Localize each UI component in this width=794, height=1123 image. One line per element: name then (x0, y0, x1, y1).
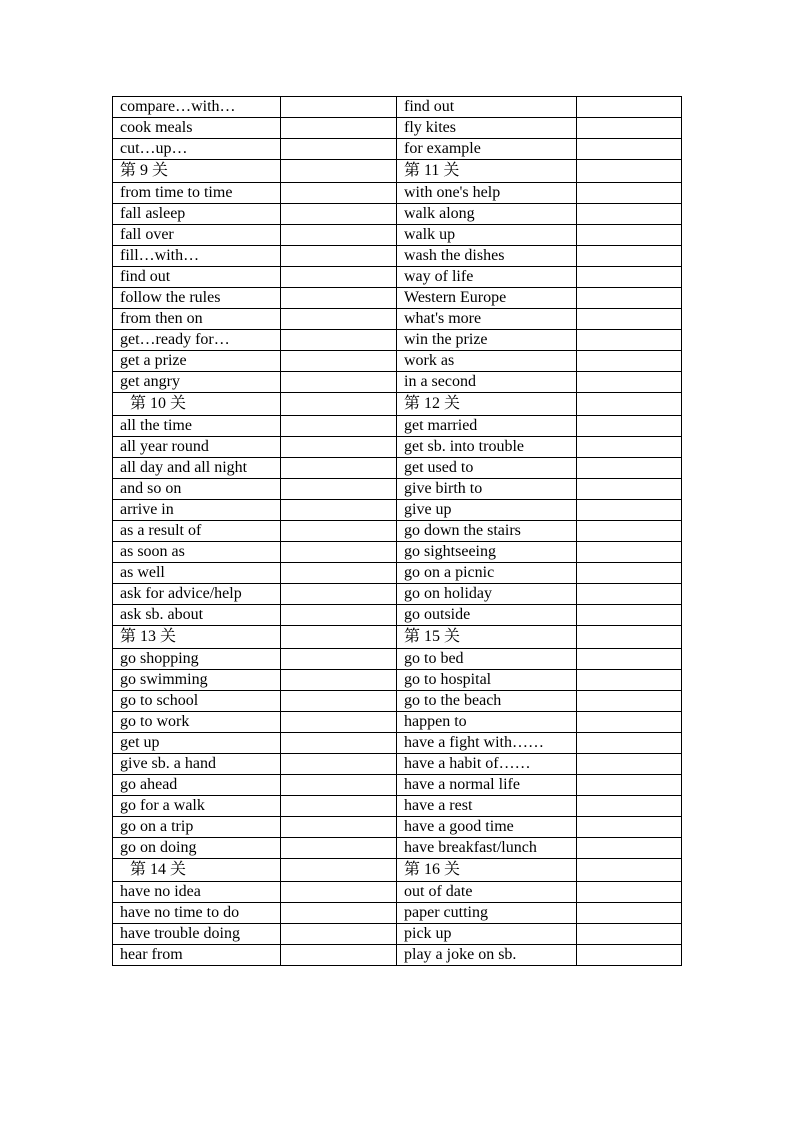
phrase-cell: for example (397, 139, 577, 160)
phrase-cell: find out (397, 97, 577, 118)
answer-blank-cell (577, 437, 682, 458)
answer-blank-cell (577, 118, 682, 139)
table-row (113, 584, 682, 605)
level-header-row (113, 160, 682, 183)
answer-blank-cell (577, 775, 682, 796)
level-label: 第 10 关 (113, 393, 281, 416)
answer-blank-cell (281, 542, 397, 563)
table-row (113, 882, 682, 903)
answer-blank-cell (577, 225, 682, 246)
answer-blank-cell (577, 733, 682, 754)
phrase-cell: have a rest (397, 796, 577, 817)
answer-blank-cell (281, 626, 397, 649)
phrase-cell: have a habit of…… (397, 754, 577, 775)
answer-blank-cell (577, 605, 682, 626)
phrase-cell: go for a walk (113, 796, 281, 817)
answer-blank-cell (281, 605, 397, 626)
table-row (113, 309, 682, 330)
answer-blank-cell (281, 372, 397, 393)
phrase-cell: find out (113, 267, 281, 288)
answer-blank-cell (577, 479, 682, 500)
phrase-cell: work as (397, 351, 577, 372)
answer-blank-cell (281, 139, 397, 160)
phrase-cell: paper cutting (397, 903, 577, 924)
answer-blank-cell (577, 204, 682, 225)
table-row (113, 838, 682, 859)
answer-blank-cell (577, 372, 682, 393)
phrase-cell: fly kites (397, 118, 577, 139)
answer-blank-cell (281, 204, 397, 225)
phrase-cell: go on holiday (397, 584, 577, 605)
answer-blank-cell (281, 246, 397, 267)
level-header-row (113, 393, 682, 416)
table-row (113, 118, 682, 139)
answer-blank-cell (577, 267, 682, 288)
phrase-cell: go shopping (113, 649, 281, 670)
answer-blank-cell (281, 838, 397, 859)
level-label: 第 11 关 (397, 160, 577, 183)
phrase-cell: get used to (397, 458, 577, 479)
table-row (113, 267, 682, 288)
phrase-cell: go on a picnic (397, 563, 577, 584)
answer-blank-cell (577, 670, 682, 691)
answer-blank-cell (281, 945, 397, 966)
answer-blank-cell (577, 945, 682, 966)
answer-blank-cell (281, 521, 397, 542)
phrase-cell: hear from (113, 945, 281, 966)
table-row (113, 458, 682, 479)
phrase-cell: have a good time (397, 817, 577, 838)
phrase-cell: happen to (397, 712, 577, 733)
answer-blank-cell (577, 584, 682, 605)
phrase-cell: follow the rules (113, 288, 281, 309)
answer-blank-cell (281, 500, 397, 521)
phrase-cell: go outside (397, 605, 577, 626)
answer-blank-cell (577, 309, 682, 330)
phrase-cell: have a normal life (397, 775, 577, 796)
answer-blank-cell (577, 882, 682, 903)
answer-blank-cell (577, 542, 682, 563)
answer-blank-cell (577, 288, 682, 309)
table-row (113, 817, 682, 838)
table-row (113, 479, 682, 500)
phrase-cell: fall over (113, 225, 281, 246)
phrase-cell: play a joke on sb. (397, 945, 577, 966)
phrase-cell: have trouble doing (113, 924, 281, 945)
phrase-cell: compare…with… (113, 97, 281, 118)
table-row (113, 563, 682, 584)
phrase-cell: with one's help (397, 183, 577, 204)
table-row (113, 97, 682, 118)
phrase-cell: from then on (113, 309, 281, 330)
phrase-cell: win the prize (397, 330, 577, 351)
phrase-cell: walk along (397, 204, 577, 225)
phrase-cell: go to work (113, 712, 281, 733)
level-header-row (113, 626, 682, 649)
phrase-cell: have no idea (113, 882, 281, 903)
phrase-cell: get sb. into trouble (397, 437, 577, 458)
table-row (113, 500, 682, 521)
phrase-cell: go swimming (113, 670, 281, 691)
answer-blank-cell (281, 712, 397, 733)
answer-blank-cell (281, 267, 397, 288)
answer-blank-cell (577, 97, 682, 118)
answer-blank-cell (577, 924, 682, 945)
table-row (113, 416, 682, 437)
phrase-cell: all day and all night (113, 458, 281, 479)
phrase-cell: cut…up… (113, 139, 281, 160)
phrase-cell: ask sb. about (113, 605, 281, 626)
table-row (113, 372, 682, 393)
phrase-cell: get married (397, 416, 577, 437)
answer-blank-cell (577, 521, 682, 542)
table-row (113, 670, 682, 691)
phrase-cell: fill…with… (113, 246, 281, 267)
phrase-cell: get…ready for… (113, 330, 281, 351)
phrase-cell: give up (397, 500, 577, 521)
answer-blank-cell (281, 691, 397, 712)
phrase-cell: have no time to do (113, 903, 281, 924)
answer-blank-cell (281, 330, 397, 351)
phrase-cell: as well (113, 563, 281, 584)
answer-blank-cell (281, 288, 397, 309)
phrase-cell: in a second (397, 372, 577, 393)
table-row (113, 796, 682, 817)
phrase-cell: walk up (397, 225, 577, 246)
level-label: 第 14 关 (113, 859, 281, 882)
answer-blank-cell (281, 563, 397, 584)
table-row (113, 754, 682, 775)
phrase-cell: cook meals (113, 118, 281, 139)
phrase-cell: go to the beach (397, 691, 577, 712)
answer-blank-cell (281, 437, 397, 458)
answer-blank-cell (281, 754, 397, 775)
phrase-cell: have breakfast/lunch (397, 838, 577, 859)
level-label: 第 16 关 (397, 859, 577, 882)
answer-blank-cell (577, 139, 682, 160)
phrase-cell: Western Europe (397, 288, 577, 309)
answer-blank-cell (281, 118, 397, 139)
answer-blank-cell (577, 712, 682, 733)
answer-blank-cell (281, 183, 397, 204)
table-row (113, 183, 682, 204)
answer-blank-cell (281, 97, 397, 118)
answer-blank-cell (281, 733, 397, 754)
phrase-cell: out of date (397, 882, 577, 903)
answer-blank-cell (577, 626, 682, 649)
answer-blank-cell (577, 649, 682, 670)
answer-blank-cell (577, 500, 682, 521)
level-label: 第 9 关 (113, 160, 281, 183)
answer-blank-cell (577, 458, 682, 479)
answer-blank-cell (281, 817, 397, 838)
answer-blank-cell (577, 160, 682, 183)
table-row (113, 945, 682, 966)
phrase-cell: get a prize (113, 351, 281, 372)
table-row (113, 903, 682, 924)
answer-blank-cell (577, 563, 682, 584)
phrase-table-body (113, 97, 682, 966)
table-row (113, 733, 682, 754)
phrase-cell: have a fight with…… (397, 733, 577, 754)
answer-blank-cell (281, 924, 397, 945)
table-row (113, 437, 682, 458)
table-row (113, 246, 682, 267)
answer-blank-cell (281, 649, 397, 670)
phrase-cell: from time to time (113, 183, 281, 204)
answer-blank-cell (577, 754, 682, 775)
phrase-cell: get up (113, 733, 281, 754)
answer-blank-cell (281, 351, 397, 372)
phrase-cell: go to school (113, 691, 281, 712)
table-row (113, 649, 682, 670)
answer-blank-cell (281, 393, 397, 416)
level-label: 第 12 关 (397, 393, 577, 416)
phrase-cell: as soon as (113, 542, 281, 563)
phrase-cell: what's more (397, 309, 577, 330)
answer-blank-cell (577, 330, 682, 351)
table-row (113, 605, 682, 626)
answer-blank-cell (281, 160, 397, 183)
answer-blank-cell (577, 691, 682, 712)
answer-blank-cell (577, 393, 682, 416)
phrase-cell: and so on (113, 479, 281, 500)
answer-blank-cell (577, 416, 682, 437)
answer-blank-cell (577, 817, 682, 838)
answer-blank-cell (577, 351, 682, 372)
phrase-cell: all year round (113, 437, 281, 458)
phrase-cell: wash the dishes (397, 246, 577, 267)
answer-blank-cell (281, 796, 397, 817)
phrase-cell: way of life (397, 267, 577, 288)
phrase-cell: go on a trip (113, 817, 281, 838)
phrase-table (112, 96, 682, 966)
answer-blank-cell (577, 903, 682, 924)
answer-blank-cell (577, 859, 682, 882)
phrase-cell: as a result of (113, 521, 281, 542)
answer-blank-cell (281, 479, 397, 500)
table-row (113, 330, 682, 351)
phrase-cell: arrive in (113, 500, 281, 521)
answer-blank-cell (281, 882, 397, 903)
phrase-cell: go ahead (113, 775, 281, 796)
phrase-cell: give birth to (397, 479, 577, 500)
phrase-cell: go down the stairs (397, 521, 577, 542)
level-header-row (113, 859, 682, 882)
phrase-cell: all the time (113, 416, 281, 437)
answer-blank-cell (281, 416, 397, 437)
phrase-cell: get angry (113, 372, 281, 393)
answer-blank-cell (577, 183, 682, 204)
answer-blank-cell (281, 584, 397, 605)
table-row (113, 775, 682, 796)
table-row (113, 139, 682, 160)
answer-blank-cell (577, 796, 682, 817)
phrase-cell: go to bed (397, 649, 577, 670)
phrase-cell: ask for advice/help (113, 584, 281, 605)
level-label: 第 13 关 (113, 626, 281, 649)
table-row (113, 204, 682, 225)
answer-blank-cell (281, 903, 397, 924)
answer-blank-cell (577, 246, 682, 267)
phrase-cell: fall asleep (113, 204, 281, 225)
answer-blank-cell (281, 859, 397, 882)
answer-blank-cell (281, 225, 397, 246)
phrase-cell: give sb. a hand (113, 754, 281, 775)
phrase-cell: pick up (397, 924, 577, 945)
answer-blank-cell (281, 309, 397, 330)
table-row (113, 521, 682, 542)
table-row (113, 542, 682, 563)
answer-blank-cell (577, 838, 682, 859)
table-row (113, 351, 682, 372)
phrase-cell: go on doing (113, 838, 281, 859)
level-label: 第 15 关 (397, 626, 577, 649)
table-row (113, 288, 682, 309)
answer-blank-cell (281, 775, 397, 796)
table-row (113, 691, 682, 712)
phrase-cell: go to hospital (397, 670, 577, 691)
table-row (113, 712, 682, 733)
answer-blank-cell (281, 458, 397, 479)
table-row (113, 225, 682, 246)
answer-blank-cell (281, 670, 397, 691)
phrase-cell: go sightseeing (397, 542, 577, 563)
table-row (113, 924, 682, 945)
